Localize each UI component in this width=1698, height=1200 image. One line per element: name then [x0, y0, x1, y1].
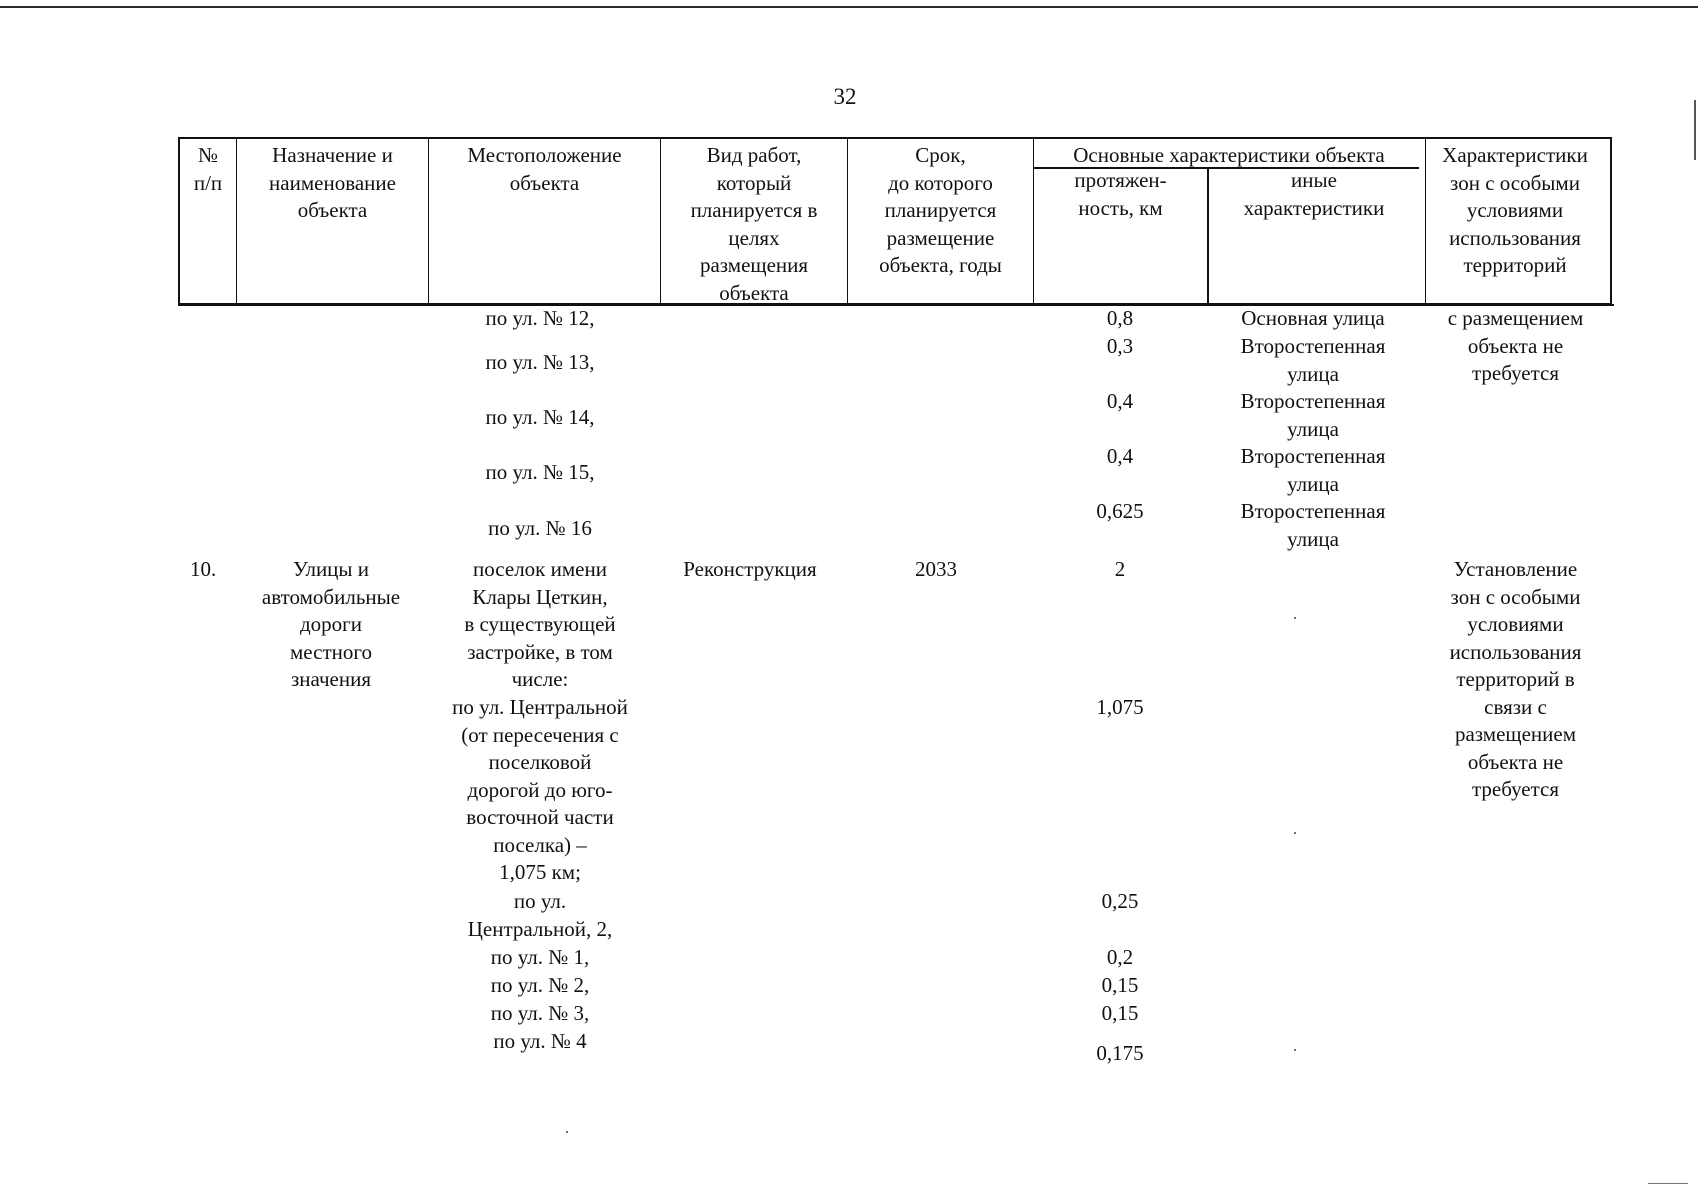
- location-cell: по ул. № 2,: [490, 973, 590, 997]
- table-header: [178, 137, 1612, 305]
- header-name: Назначение и наименование объекта: [237, 139, 429, 303]
- length-cell: 0,15: [1101, 1001, 1139, 1025]
- scan-speck: [1294, 1049, 1296, 1051]
- zones-cell: с размещением объекта не требуется: [1447, 306, 1584, 385]
- location-cell: по ул. № 3,: [490, 1001, 590, 1025]
- header-main-chars: Основные характеристики объекта: [1073, 143, 1385, 167]
- header-work-type: Вид работ, который планируется в целях размещения объекта: [661, 139, 848, 303]
- location-cell: по ул. № 1,: [490, 945, 590, 969]
- row-number: 10.: [190, 557, 217, 581]
- other-chars-cell: Второстепенная улица: [1240, 444, 1386, 496]
- scan-speck: [566, 1131, 568, 1133]
- location-cell: по ул. № 15,: [485, 460, 595, 484]
- header-location: Местоположение объекта: [429, 139, 661, 303]
- location-cell: поселок имени Клары Цеткин, в существующей застройке, в том числе:: [464, 557, 616, 691]
- scan-speck: [1294, 832, 1296, 834]
- header-other-chars: иные характеристики: [1243, 168, 1385, 220]
- other-chars-cell: Второстепенная улица: [1240, 499, 1386, 551]
- header-term: Срок, до которого планируется размещение объекта, годы: [848, 139, 1034, 303]
- location-cell: по ул. № 12,: [485, 306, 595, 330]
- scan-edge-mark: [1694, 100, 1696, 160]
- length-cell: 2: [1114, 557, 1126, 581]
- location-cell: по ул. № 4: [493, 1029, 587, 1053]
- location-cell: по ул. Центральной (от пересечения с поселковой дорогой до юго- восточной части поселка) – 1,075 км;: [452, 695, 628, 884]
- scan-speck: [1294, 617, 1296, 619]
- length-cell: 0,15: [1101, 973, 1139, 997]
- length-cell: 1,075: [1096, 695, 1144, 719]
- header-length: протяжен- ность, км: [1074, 168, 1167, 220]
- length-cell: 0,4: [1106, 389, 1134, 413]
- length-cell: 0,8: [1106, 306, 1134, 330]
- location-cell: по ул. № 16: [488, 516, 592, 540]
- scan-top-line: [0, 6, 1698, 8]
- length-cell: 0,625: [1096, 499, 1144, 523]
- other-chars-cell: Второстепенная улица: [1240, 389, 1386, 441]
- other-chars-cell: Второстепенная улица: [1240, 334, 1386, 386]
- other-chars-cell: Основная улица: [1241, 306, 1385, 330]
- location-cell: по ул. № 14,: [485, 405, 595, 429]
- scan-edge-mark: [1648, 1183, 1688, 1184]
- length-cell: 0,3: [1106, 334, 1134, 358]
- length-cell: 0,175: [1096, 1041, 1144, 1065]
- page-number: 32: [833, 84, 857, 109]
- length-cell: 0,25: [1101, 889, 1139, 913]
- work-type-cell: Реконструкция: [683, 557, 817, 581]
- header-num: № п/п: [180, 139, 237, 303]
- object-name-cell: Улицы и автомобильные дороги местного значения: [261, 557, 401, 691]
- zones-cell: Установление зон с особыми условиями использования территорий в связи с размещением объекта не требуется: [1449, 557, 1582, 801]
- location-cell: по ул. № 13,: [485, 350, 595, 374]
- location-cell: по ул. Центральной, 2,: [467, 889, 613, 941]
- term-cell: 2033: [915, 557, 957, 581]
- length-cell: 0,2: [1106, 945, 1134, 969]
- header-zones: Характеристики зон с особыми условиями использования территорий: [1419, 139, 1612, 303]
- length-cell: 0,4: [1106, 444, 1134, 468]
